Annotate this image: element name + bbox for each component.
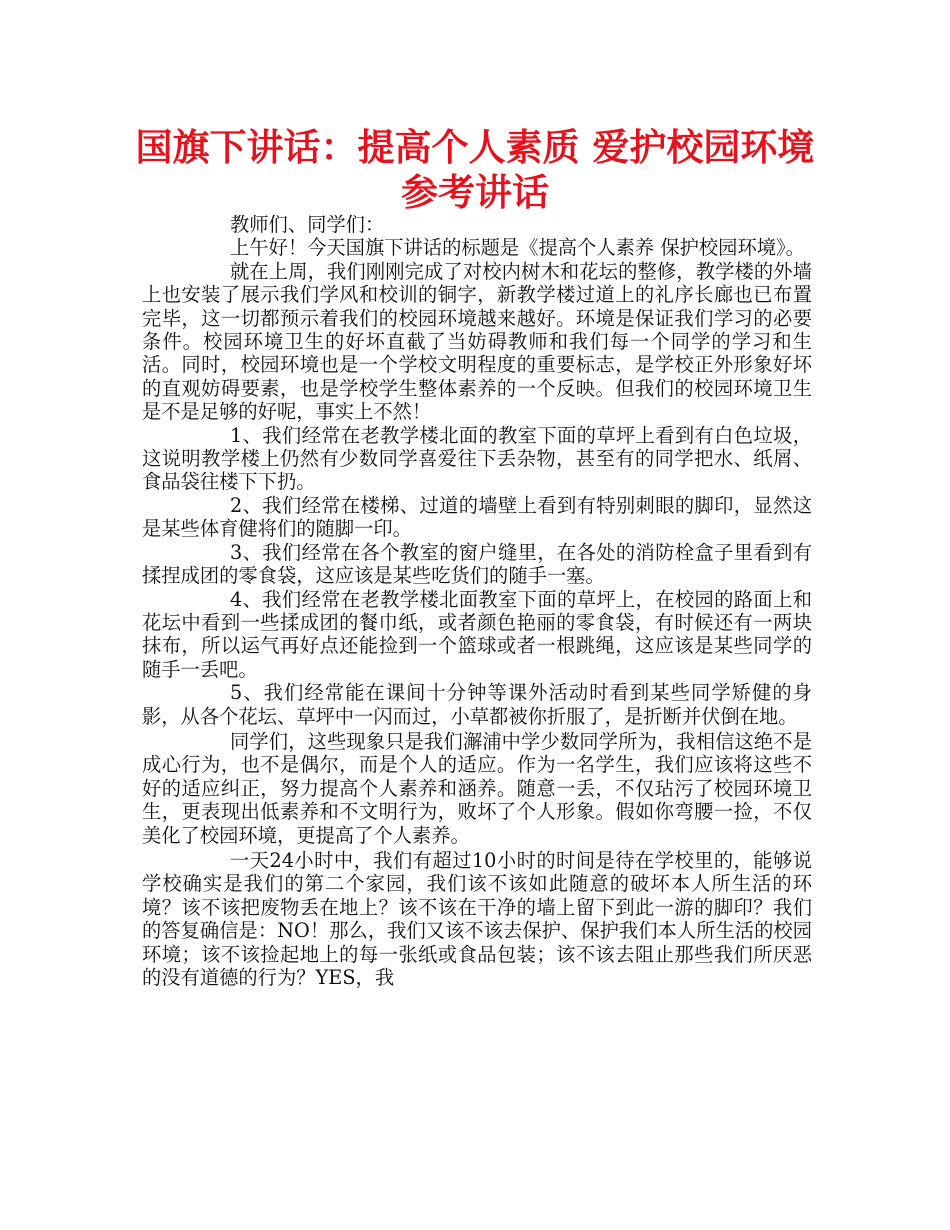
body-paragraph: 5、我们经常能在课间十分钟等课外活动时看到某些同学矫健的身影，从各个花坛、草坪中一闪而过，小草都被你折服了，是折断并伏倒在地。 xyxy=(142,681,812,728)
body-paragraph: 上午好！今天国旗下讲话的标题是《提高个人素养 保护校园环境》。 xyxy=(230,236,805,260)
body-paragraph: 同学们，这些现象只是我们澥浦中学少数同学所为，我相信这绝不是成心行为，也不是偶尔，而是个人的适应。作为一名学生，我们应该将这些不好的适应纠正，努力提高个人素养和涵养。随意一丢，不仅玷污了校园环境卫生，更表现出低素养和不文明行为，败坏了个人形象。假如你弯腰一捡，不仅美化了校园环境，更提高了个人素养。 xyxy=(142,729,812,847)
document-title-line-2: 参考讲话 xyxy=(401,171,549,214)
body-paragraph: 就在上周，我们刚刚完成了对校内树木和花坛的整修，教学楼的外墙上也安装了展示我们学风和校训的铜字，新教学楼过道上的礼序长廊也已布置完毕，这一切都预示着我们的校园环境越来越好。环境是保证我们学习的必要条件。校园环境卫生的好坏直截了当妨碍教师和我们每一个同学的学习和生活。同时，校园环境也是一个学校文明程度的重要标志，是学校正外形象好坏的直观妨碍要素，也是学校学生整体素养的一个反映。但我们的校园环境卫生是不是足够的好呢，事实上不然！ xyxy=(142,259,812,424)
salutation: 教师们、同学们： xyxy=(230,213,385,236)
document-title-line-1: 国旗下讲话：提高个人素质 爱护校园环境 xyxy=(135,126,815,169)
body-paragraph: 一天24小时中，我们有超过10小时的时间是待在学校里的，能够说学校确实是我们的第二个家园，我们该不该如此随意的破坏本人所生活的环境？该不该把废物丢在地上？该不该在干净的墙上留下到此一游的脚印？我们的答复确信是：NO！那么，我们又该不该去保护、保护我们本人所生活的校园环境；该不该捡起地上的每一张纸或食品包装；该不该去阻止那些我们所厌恶的没有道德的行为？YES，我 xyxy=(142,848,812,989)
body-paragraph: 2、我们经常在楼梯、过道的墙壁上看到有特别刺眼的脚印，显然这是某些体育健将们的随脚一印。 xyxy=(142,493,812,541)
body-paragraph: 4、我们经常在老教学楼北面教室下面的草坪上，在校园的路面上和花坛中看到一些揉成团的餐巾纸，或者颜色艳丽的零食袋，有时候还有一两块抹布，所以运气再好点还能捡到一个篮球或者一根跳绳，这应该是某些同学的随手一丢吧。 xyxy=(142,587,812,681)
body-paragraph: 3、我们经常在各个教室的窗户缝里，在各处的消防栓盒子里看到有揉捏成团的零食袋，这应该是某些吃货们的随手一塞。 xyxy=(142,540,812,588)
document-body xyxy=(142,213,812,989)
body-paragraph: 1、我们经常在老教学楼北面的教室下面的草坪上看到有白色垃圾，这说明教学楼上仍然有少数同学喜爱往下丢杂物，甚至有的同学把水、纸屑、食品袋往楼下下扔。 xyxy=(142,423,812,494)
